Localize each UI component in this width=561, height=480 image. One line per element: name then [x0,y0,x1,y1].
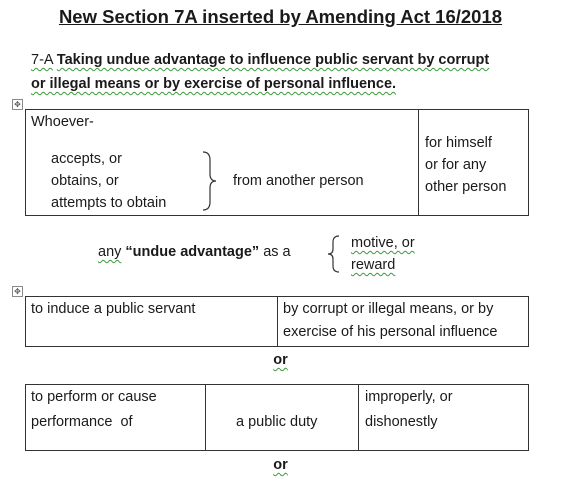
purpose-prefix: any [98,244,122,260]
right-brace-icon [200,150,218,212]
purpose-suffix: as a [263,244,291,260]
source-text: from another person [233,173,364,189]
table-divider [418,109,419,216]
perform-line2: performance of [31,414,133,430]
section-heading [31,48,546,96]
manner-line2: dishonestly [365,414,438,430]
section-heading-line2: or illegal means or by exercise of personal influence. [31,76,397,92]
action-accepts: accepts, or [51,151,122,167]
section-heading-line1: Taking undue advantage to influence public servant by corrupt [56,52,490,68]
move-handle-icon[interactable]: ✥ [12,286,23,297]
left-brace-icon [327,234,341,274]
table-divider [358,384,359,451]
section-number: 7-A [31,52,53,68]
action-attempts: attempts to obtain [51,195,167,211]
induce-text: to induce a public servant [31,301,196,317]
table-divider [205,384,206,451]
purpose-line [98,241,291,263]
beneficiary-line3: other person [425,179,507,195]
document-title: New Section 7A inserted by Amending Act 16/2018 [58,6,503,27]
beneficiary-line2: or for any [425,157,487,173]
manner-line1: improperly, or [365,389,453,405]
whoever-label: Whoever- [31,114,94,130]
perform-line1: to perform or cause [31,389,157,405]
table-divider [277,296,278,347]
or-connector: or [273,457,288,473]
option-motive: motive, or [351,235,415,251]
move-handle-icon[interactable]: ✥ [12,99,23,110]
option-reward: reward [351,257,396,273]
means-line2: exercise of his personal influence [283,324,498,340]
means-line1: by corrupt or illegal means, or by [283,301,494,317]
public-duty-text: a public duty [236,414,318,430]
beneficiary-line1: for himself [425,135,492,151]
action-obtains: obtains, or [51,173,119,189]
or-connector: or [273,352,288,368]
purpose-term: “undue advantage” [125,244,260,260]
